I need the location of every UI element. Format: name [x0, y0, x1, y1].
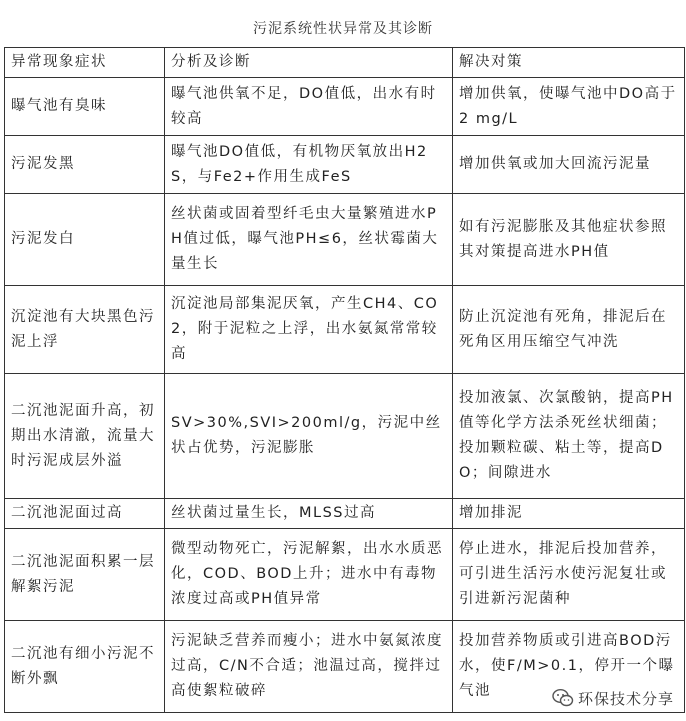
diagnosis-table — [4, 47, 685, 713]
cell-solution: 防止沉淀池有死角，排泥后在死角区用压缩空气冲洗 — [453, 286, 685, 374]
cell-solution: 增加排泥 — [453, 499, 685, 529]
cell-symptom: 污泥发白 — [5, 194, 165, 286]
cell-solution: 投加营养物质或引进高BOD污水，使F/M>0.1，停开一个曝气池 — [453, 621, 685, 713]
table-row — [5, 194, 685, 286]
watermark-text: 环保技术分享 — [577, 689, 674, 708]
cell-analysis: 丝状菌过量生长，MLSS过高 — [165, 499, 453, 529]
cell-symptom: 二沉池有细小污泥不断外飘 — [5, 621, 165, 713]
header-solution: 解决对策 — [453, 48, 685, 78]
cell-analysis: SV>30%,SVI>200ml/g，污泥中丝状占优势，污泥膨胀 — [165, 374, 453, 499]
wechat-icon — [552, 688, 574, 708]
cell-analysis: 曝气池供氧不足，DO值低，出水有时较高 — [165, 78, 453, 136]
cell-solution: 增加供氧或加大回流污泥量 — [453, 136, 685, 194]
table-row — [5, 136, 685, 194]
watermark — [548, 685, 678, 711]
cell-analysis: 丝状菌或固着型纤毛虫大量繁殖进水PH值过低，曝气池PH≤6，丝状霉菌大量生长 — [165, 194, 453, 286]
cell-symptom: 污泥发黑 — [5, 136, 165, 194]
cell-analysis: 沉淀池局部集泥厌氧，产生CH4、CO2，附于泥粒之上浮，出水氨氮常常较高 — [165, 286, 453, 374]
page-title: 污泥系统性状异常及其诊断 — [253, 21, 433, 37]
table-row — [5, 499, 685, 529]
table-row — [5, 286, 685, 374]
cell-analysis: 污泥缺乏营养而瘦小；进水中氨氮浓度过高，C/N不合适；池温过高，搅拌过高使絮粒破碎 — [165, 621, 453, 713]
cell-solution: 投加液氯、次氯酸钠，提高PH值等化学方法杀死丝状细菌；投加颗粒碳、粘土等，提高DO；间隙进水 — [453, 374, 685, 499]
cell-analysis: 曝气池DO值低，有机物厌氧放出H2S，与Fe2+作用生成FeS — [165, 136, 453, 194]
cell-solution: 停止进水，排泥后投加营养，可引进生活污水使污泥复壮或引进新污泥菌种 — [453, 529, 685, 621]
table-row — [5, 374, 685, 499]
cell-symptom: 二沉池泥面升高，初期出水清澈，流量大时污泥成层外溢 — [5, 374, 165, 499]
table-row — [5, 529, 685, 621]
cell-analysis: 微型动物死亡，污泥解絮，出水水质恶化，COD、BOD上升；进水中有毒物浓度过高或PH值异常 — [165, 529, 453, 621]
header-analysis: 分析及诊断 — [165, 48, 453, 78]
header-symptom: 异常现象症状 — [5, 48, 165, 78]
table-row — [5, 78, 685, 136]
cell-symptom: 曝气池有臭味 — [5, 78, 165, 136]
cell-symptom: 二沉池泥面过高 — [5, 499, 165, 529]
cell-solution: 增加供氧，使曝气池中DO高于2 mg/L — [453, 78, 685, 136]
cell-solution: 如有污泥膨胀及其他症状参照其对策提高进水PH值 — [453, 194, 685, 286]
cell-symptom: 沉淀池有大块黑色污泥上浮 — [5, 286, 165, 374]
cell-symptom: 二沉池泥面积累一层解絮污泥 — [5, 529, 165, 621]
table-header-row — [5, 48, 685, 78]
